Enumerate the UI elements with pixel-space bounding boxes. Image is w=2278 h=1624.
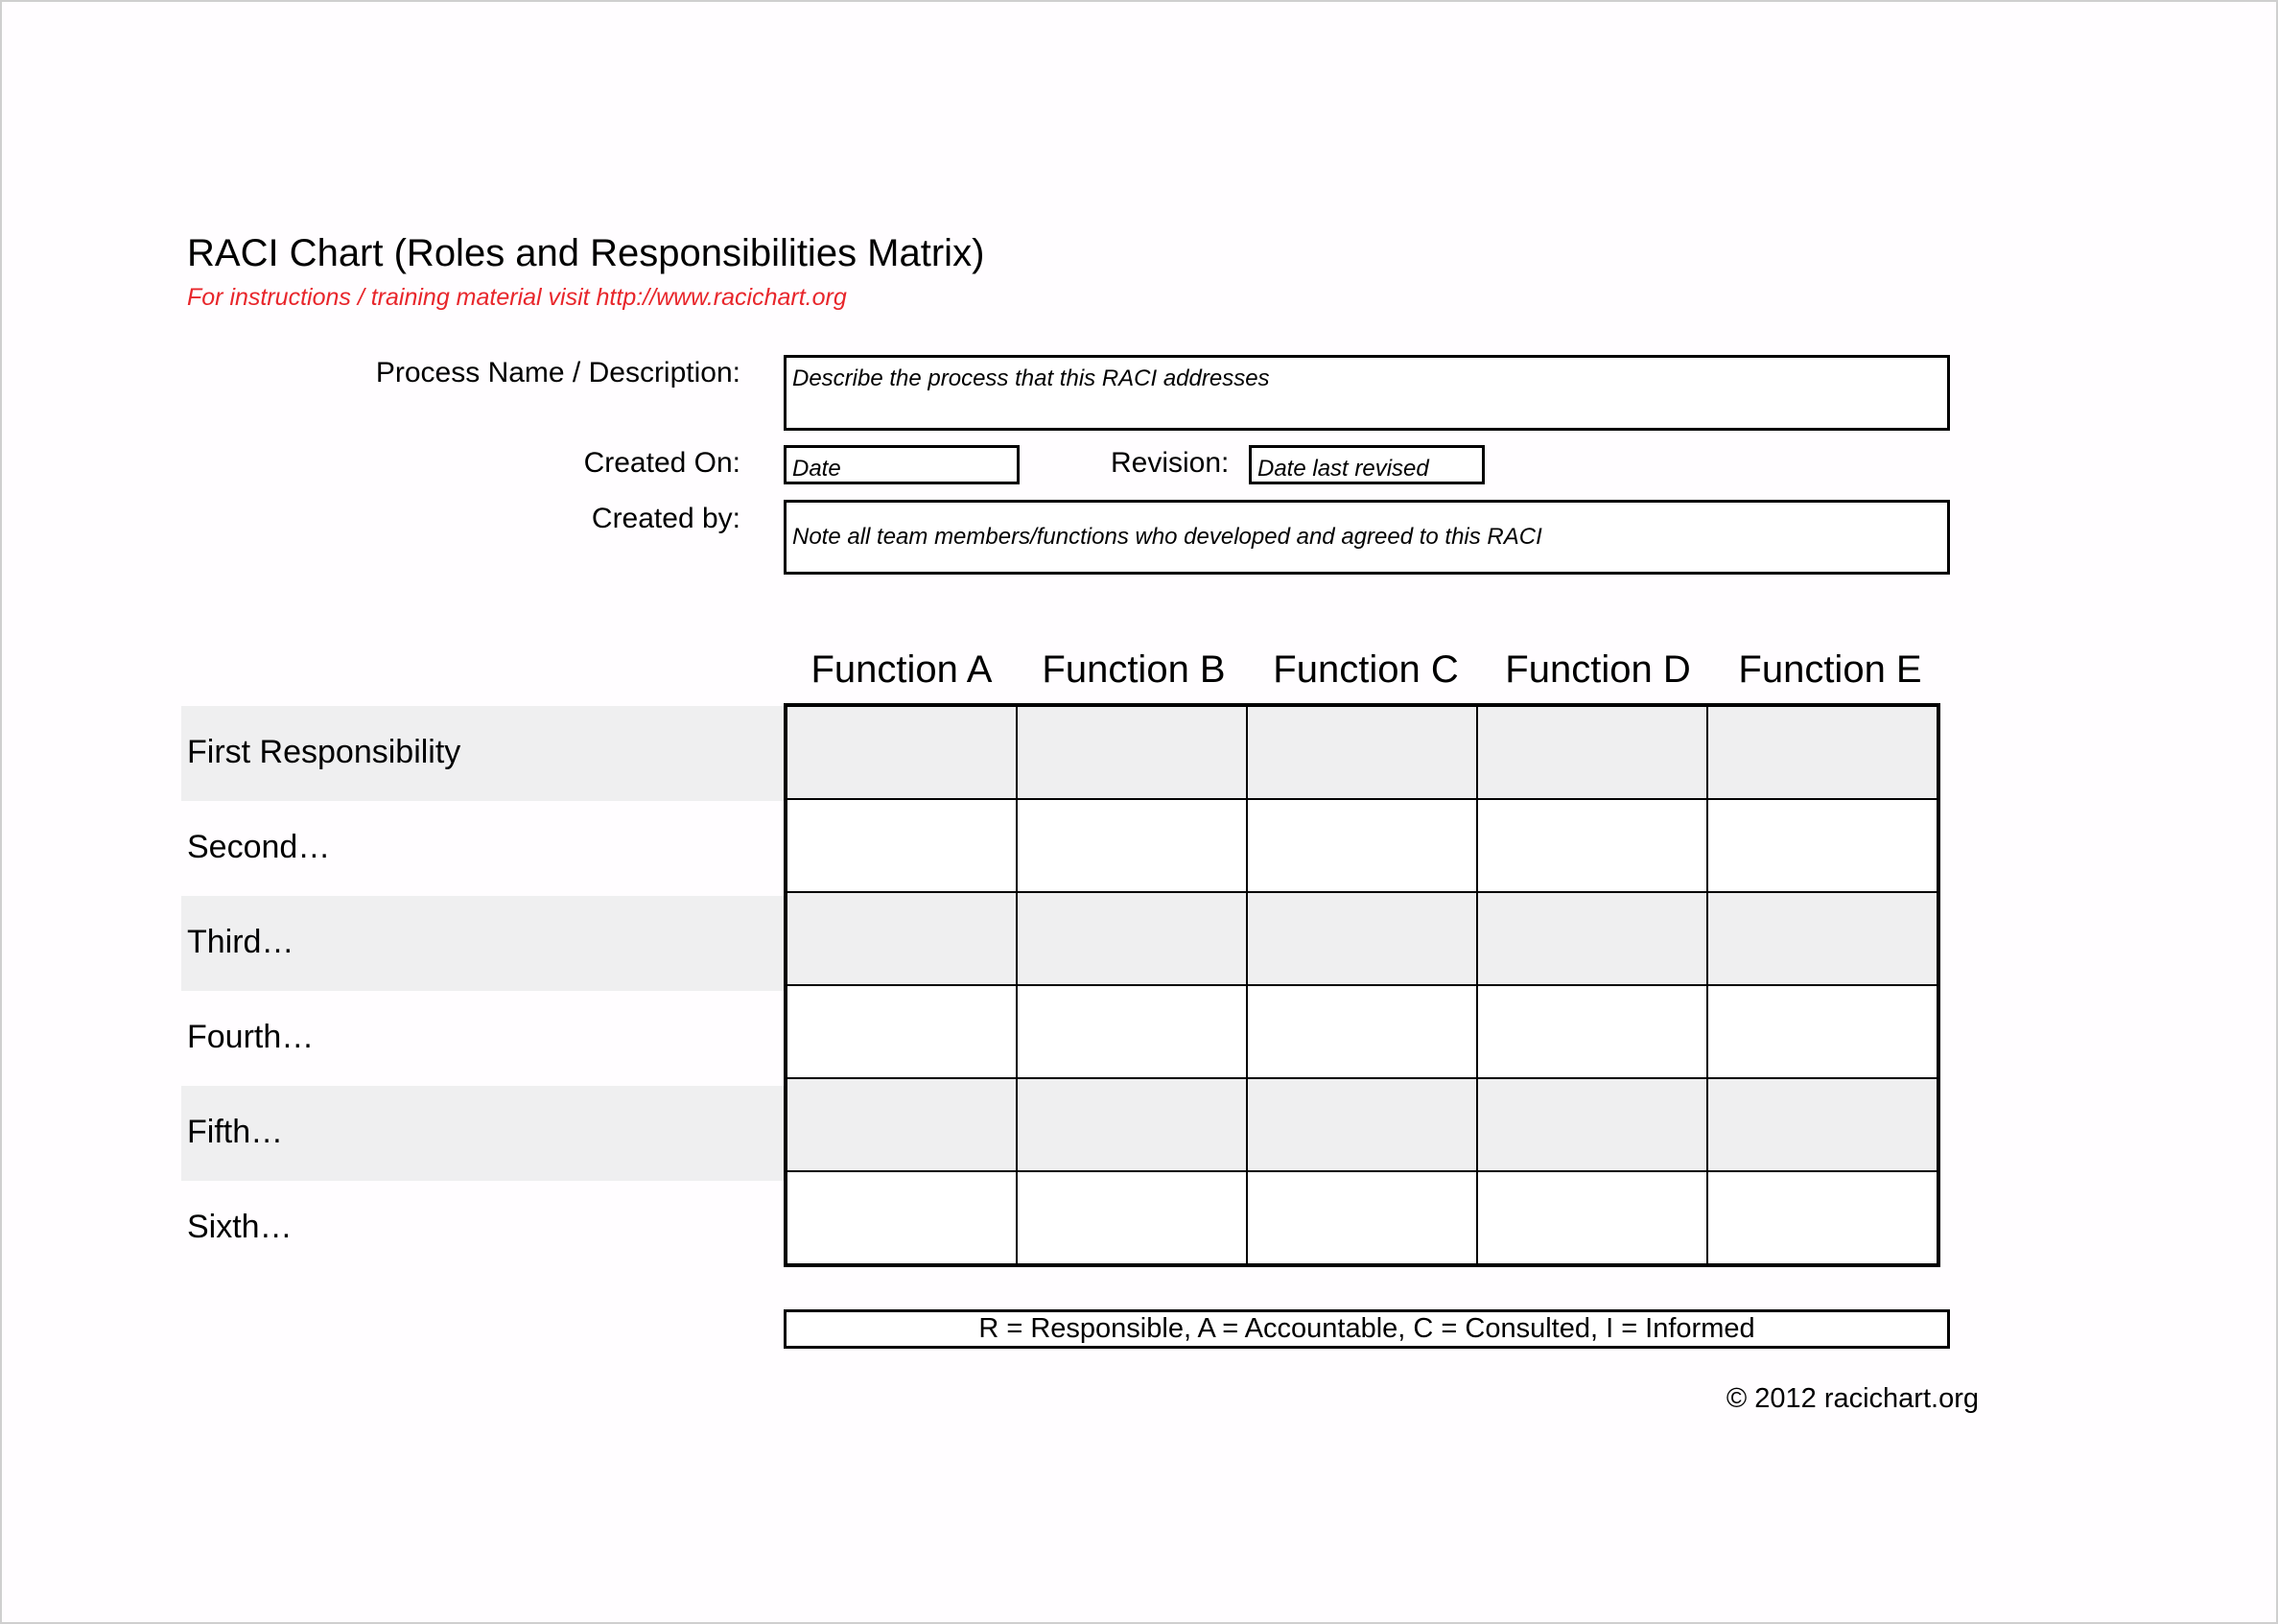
- row-label-third: Third…: [187, 924, 294, 960]
- matrix-cell[interactable]: [1707, 985, 1938, 1078]
- matrix-cell[interactable]: [1477, 1078, 1707, 1171]
- matrix-cell[interactable]: [1247, 1078, 1477, 1171]
- matrix-cell[interactable]: [1707, 799, 1938, 892]
- raci-matrix: [784, 703, 1940, 1267]
- matrix-cell[interactable]: [1477, 892, 1707, 985]
- copyright-notice: © 2012 racichart.org: [1726, 1383, 1979, 1414]
- process-label: Process Name / Description:: [375, 357, 740, 388]
- table-row: [786, 799, 1938, 892]
- matrix-cell[interactable]: [1707, 1078, 1938, 1171]
- created-by-field[interactable]: Note all team members/functions who developed and agreed to this RACI: [784, 500, 1950, 575]
- matrix-cell[interactable]: [1017, 1171, 1247, 1265]
- column-header-function-b: Function B: [1042, 648, 1226, 691]
- column-header-function-c: Function C: [1273, 648, 1459, 691]
- matrix-cell[interactable]: [1247, 892, 1477, 985]
- revision-label: Revision:: [1111, 447, 1230, 479]
- row-label-fourth: Fourth…: [187, 1019, 315, 1055]
- matrix-cell[interactable]: [1017, 799, 1247, 892]
- matrix-cell[interactable]: [1017, 985, 1247, 1078]
- created-on-field[interactable]: Date: [784, 445, 1020, 484]
- matrix-cell[interactable]: [786, 892, 1017, 985]
- matrix-cell[interactable]: [786, 1171, 1017, 1265]
- matrix-cell[interactable]: [1477, 985, 1707, 1078]
- created-by-label: Created by:: [591, 503, 740, 534]
- column-header-function-e: Function E: [1738, 648, 1922, 691]
- matrix-cell[interactable]: [786, 705, 1017, 799]
- matrix-cell[interactable]: [1247, 985, 1477, 1078]
- column-header-function-a: Function A: [810, 648, 993, 691]
- table-row: [786, 1078, 1938, 1171]
- matrix-cell[interactable]: [1017, 705, 1247, 799]
- matrix-cell[interactable]: [786, 985, 1017, 1078]
- matrix-cell[interactable]: [1017, 1078, 1247, 1171]
- matrix-cell[interactable]: [1707, 892, 1938, 985]
- row-label-sixth: Sixth…: [187, 1209, 293, 1245]
- raci-legend: R = Responsible, A = Accountable, C = Consulted, I = Informed: [784, 1309, 1950, 1349]
- matrix-cell[interactable]: [786, 799, 1017, 892]
- process-description-field[interactable]: Describe the process that this RACI addresses: [784, 355, 1950, 431]
- matrix-cell[interactable]: [1247, 705, 1477, 799]
- row-label-fifth: Fifth…: [187, 1114, 284, 1150]
- matrix-cell[interactable]: [1247, 1171, 1477, 1265]
- row-label-second: Second…: [187, 829, 331, 865]
- table-row: [786, 892, 1938, 985]
- created-on-label: Created On:: [583, 447, 740, 479]
- instructions-link[interactable]: For instructions / training material visit http://www.racichart.org: [187, 284, 847, 311]
- matrix-cell[interactable]: [1247, 799, 1477, 892]
- table-row: [786, 985, 1938, 1078]
- page-title: RACI Chart (Roles and Responsibilities Matrix): [187, 232, 985, 274]
- table-row: [786, 1171, 1938, 1265]
- row-label-first-responsibility: First Responsibility: [187, 734, 461, 770]
- matrix-cell[interactable]: [1017, 892, 1247, 985]
- table-row: [786, 705, 1938, 799]
- matrix-cell[interactable]: [1477, 1171, 1707, 1265]
- matrix-cell[interactable]: [786, 1078, 1017, 1171]
- matrix-cell[interactable]: [1707, 1171, 1938, 1265]
- revision-field[interactable]: Date last revised: [1249, 445, 1485, 484]
- matrix-cell[interactable]: [1477, 705, 1707, 799]
- matrix-cell[interactable]: [1477, 799, 1707, 892]
- matrix-cell[interactable]: [1707, 705, 1938, 799]
- column-header-function-d: Function D: [1505, 648, 1691, 691]
